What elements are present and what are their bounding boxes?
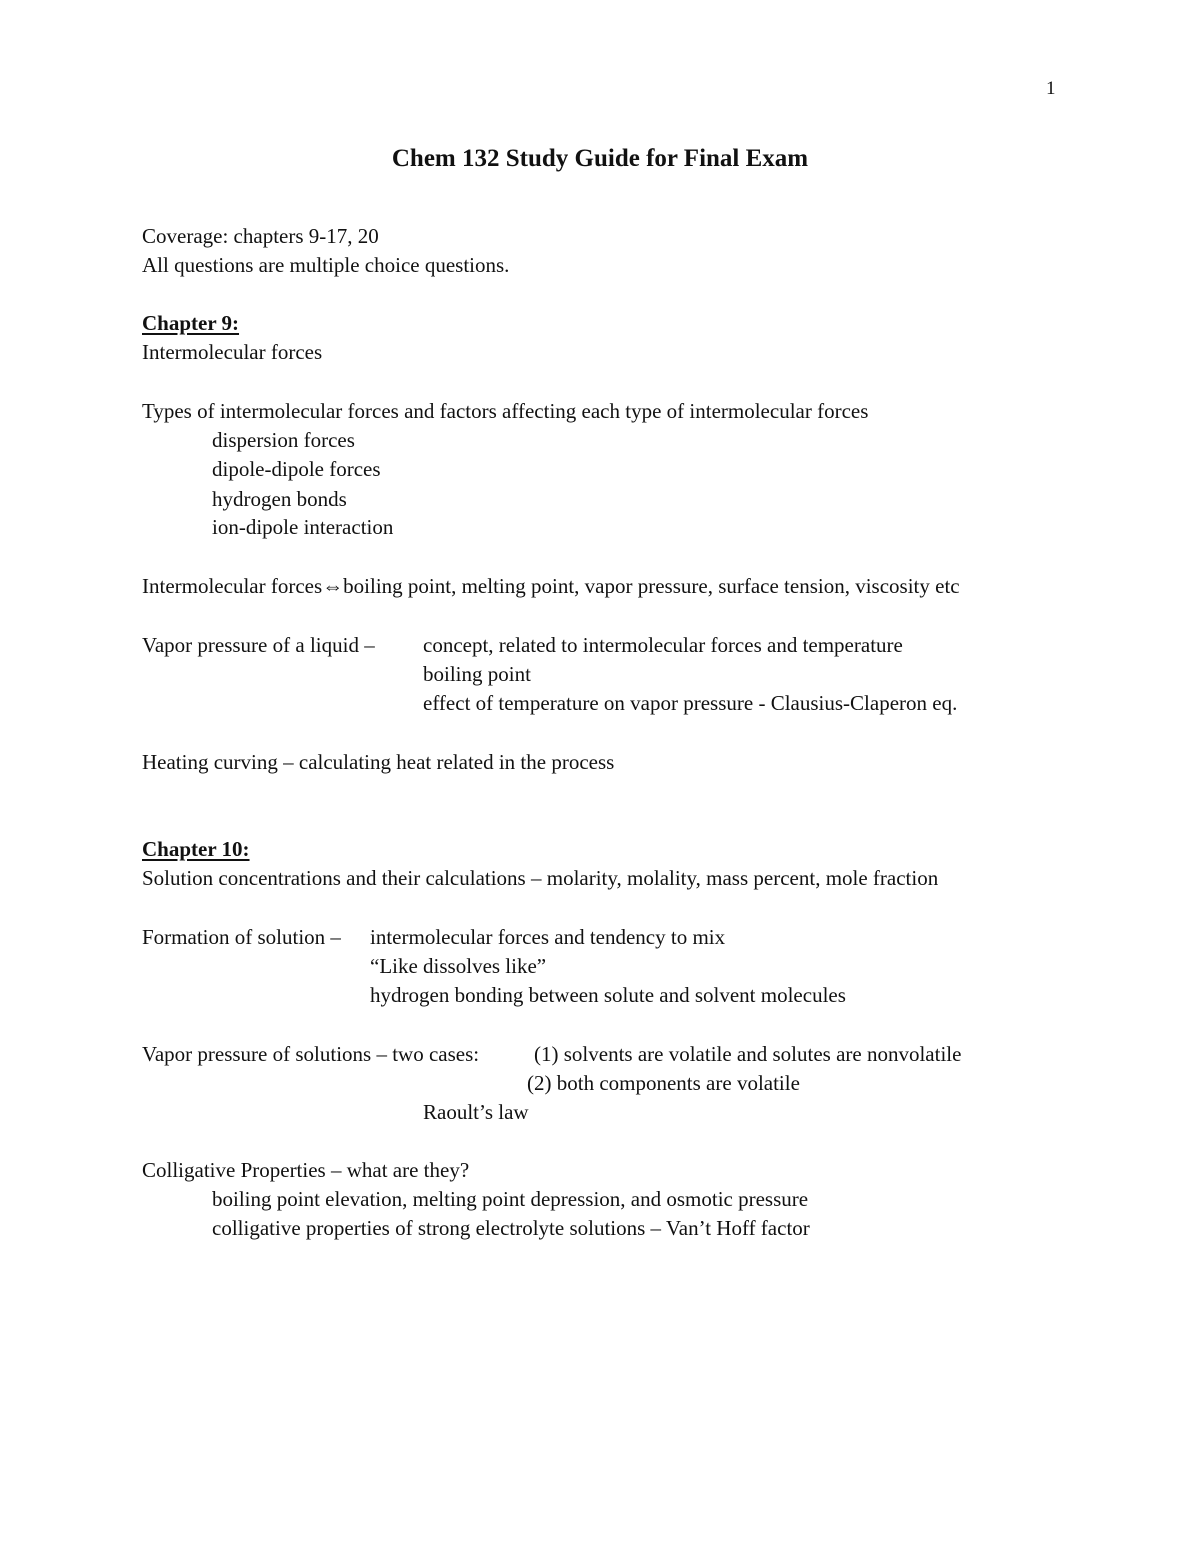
formation-item: intermolecular forces and tendency to mix (370, 925, 726, 949)
vapor-pressure-item: boiling point (423, 662, 531, 686)
chapter-10-heading: Chapter 10: (142, 837, 250, 861)
raoult-law: Raoult’s law (423, 1100, 529, 1124)
imf-type-item: hydrogen bonds (212, 487, 347, 511)
colligative-item: boiling point elevation, melting point depression, and osmotic pressure (212, 1187, 809, 1211)
page-title: Chem 132 Study Guide for Final Exam (391, 145, 809, 172)
solution-vapor-label: Vapor pressure of solutions – two cases: (142, 1042, 480, 1066)
imf-type-item: ion-dipole interaction (212, 515, 394, 539)
page-number: 1 (1046, 78, 1056, 99)
imf-type-item: dispersion forces (212, 428, 355, 452)
heating-curve-line: Heating curving – calculating heat related in the process (142, 750, 615, 774)
solution-vapor-case: (1) solvents are volatile and solutes are nonvolatile (534, 1042, 962, 1066)
chapter-9-heading: Chapter 9: (142, 311, 240, 335)
imf-types-intro: Types of intermolecular forces and factors affecting each type of intermolecular forces (142, 399, 869, 423)
colligative-item: colligative properties of strong electrolyte solutions – Van’t Hoff factor (212, 1216, 810, 1240)
colligative-intro: Colligative Properties – what are they? (142, 1158, 470, 1182)
concentrations-line: Solution concentrations and their calculations – molarity, molality, mass percent, mole fraction (142, 866, 939, 890)
coverage-line: Coverage: chapters 9-17, 20 (142, 224, 379, 248)
imf-relation-line: Intermolecular forces⇔boiling point, melting point, vapor pressure, surface tension, viscosity etc (142, 574, 960, 598)
formation-item: hydrogen bonding between solute and solvent molecules (370, 983, 846, 1007)
chapter-9-topic: Intermolecular forces (142, 340, 323, 364)
format-line: All questions are multiple choice questions. (142, 253, 510, 277)
imf-type-item: dipole-dipole forces (212, 457, 381, 481)
vapor-pressure-item: effect of temperature on vapor pressure - Clausius-Claperon eq. (423, 691, 958, 715)
solution-vapor-case: (2) both components are volatile (527, 1071, 800, 1095)
formation-label: Formation of solution – (142, 925, 341, 949)
vapor-pressure-label: Vapor pressure of a liquid – (142, 633, 375, 657)
vapor-pressure-item: concept, related to intermolecular forces and temperature (423, 633, 903, 657)
formation-item: “Like dissolves like” (370, 954, 547, 978)
